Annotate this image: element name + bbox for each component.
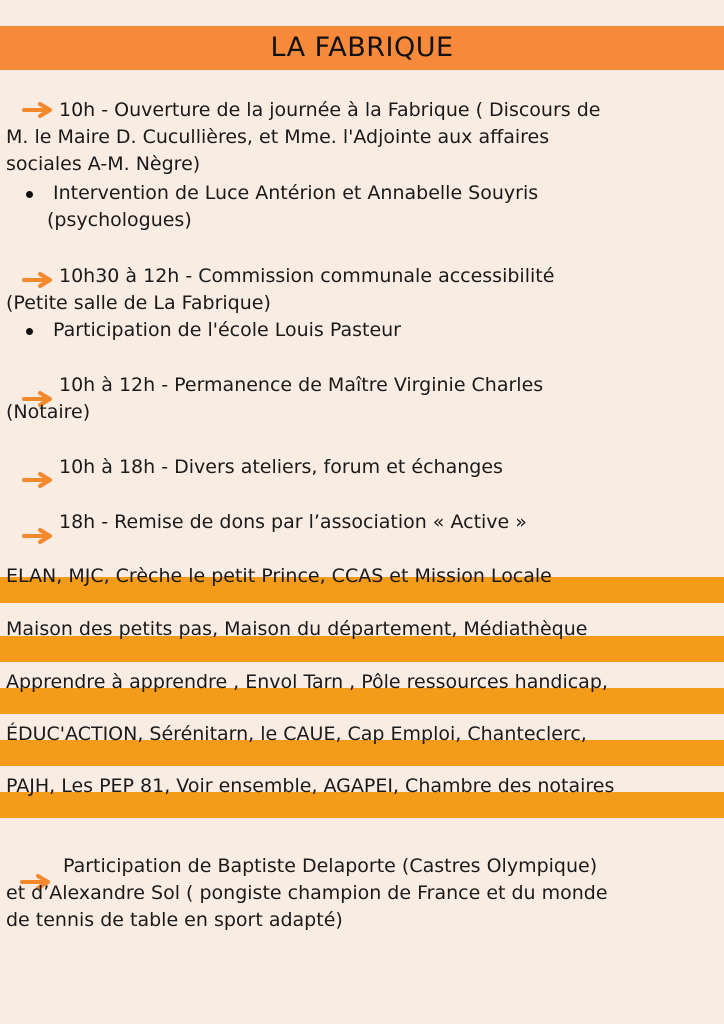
page-title: LA FABRIQUE [270, 32, 454, 63]
bullet-text-continued: (psychologues) [47, 209, 192, 231]
partner-line: ÉDUC'ACTION, Sérénitarn, le CAUE, Cap Emploi, Chanteclerc, [6, 723, 587, 745]
program-line: 10h - Ouverture de la journée à la Fabrique ( Discours de [59, 99, 601, 121]
program-item-notary [6, 372, 720, 426]
program-item-opening [6, 97, 720, 178]
closing-paragraph [6, 853, 720, 934]
program-item-commission [6, 263, 720, 317]
program-item-donations [6, 509, 720, 536]
closing-line: et d’Alexandre Sol ( pongiste champion de France et du monde [6, 882, 608, 904]
closing-line: Participation de Baptiste Delaporte (Castres Olympique) [63, 855, 598, 877]
program-line: 10h à 18h - Divers ateliers, forum et échanges [59, 456, 503, 478]
program-item-workshops [6, 454, 720, 481]
bullet-dot [26, 191, 33, 198]
partner-line: Apprendre à apprendre , Envol Tarn , Pôle ressources handicap, [6, 671, 608, 693]
partner-line: ELAN, MJC, Crèche le petit Prince, CCAS et Mission Locale [6, 565, 552, 587]
program-line: 18h - Remise de dons par l’association « Active » [59, 511, 527, 533]
program-line: (Notaire) [6, 401, 91, 423]
bullet-text: Intervention de Luce Antérion et Annabelle Souyris [53, 182, 539, 204]
program-line: 10h à 12h - Permanence de Maître Virginie Charles [59, 374, 544, 396]
bullet-dot [26, 328, 33, 335]
bullet-text: Participation de l'école Louis Pasteur [53, 319, 401, 341]
partner-line: PAJH, Les PEP 81, Voir ensemble, AGAPEI, Chambre des notaires [6, 775, 615, 797]
program-line: M. le Maire D. Cucullières, et Mme. l'Adjointe aux affaires [6, 126, 550, 148]
program-line: 10h30 à 12h - Commission communale accessibilité [59, 265, 555, 287]
program-line: sociales A-M. Nègre) [6, 153, 201, 175]
program-line: (Petite salle de La Fabrique) [6, 292, 271, 314]
closing-line: de tennis de table en sport adapté) [6, 909, 343, 931]
partner-line: Maison des petits pas, Maison du département, Médiathèque [6, 618, 588, 640]
